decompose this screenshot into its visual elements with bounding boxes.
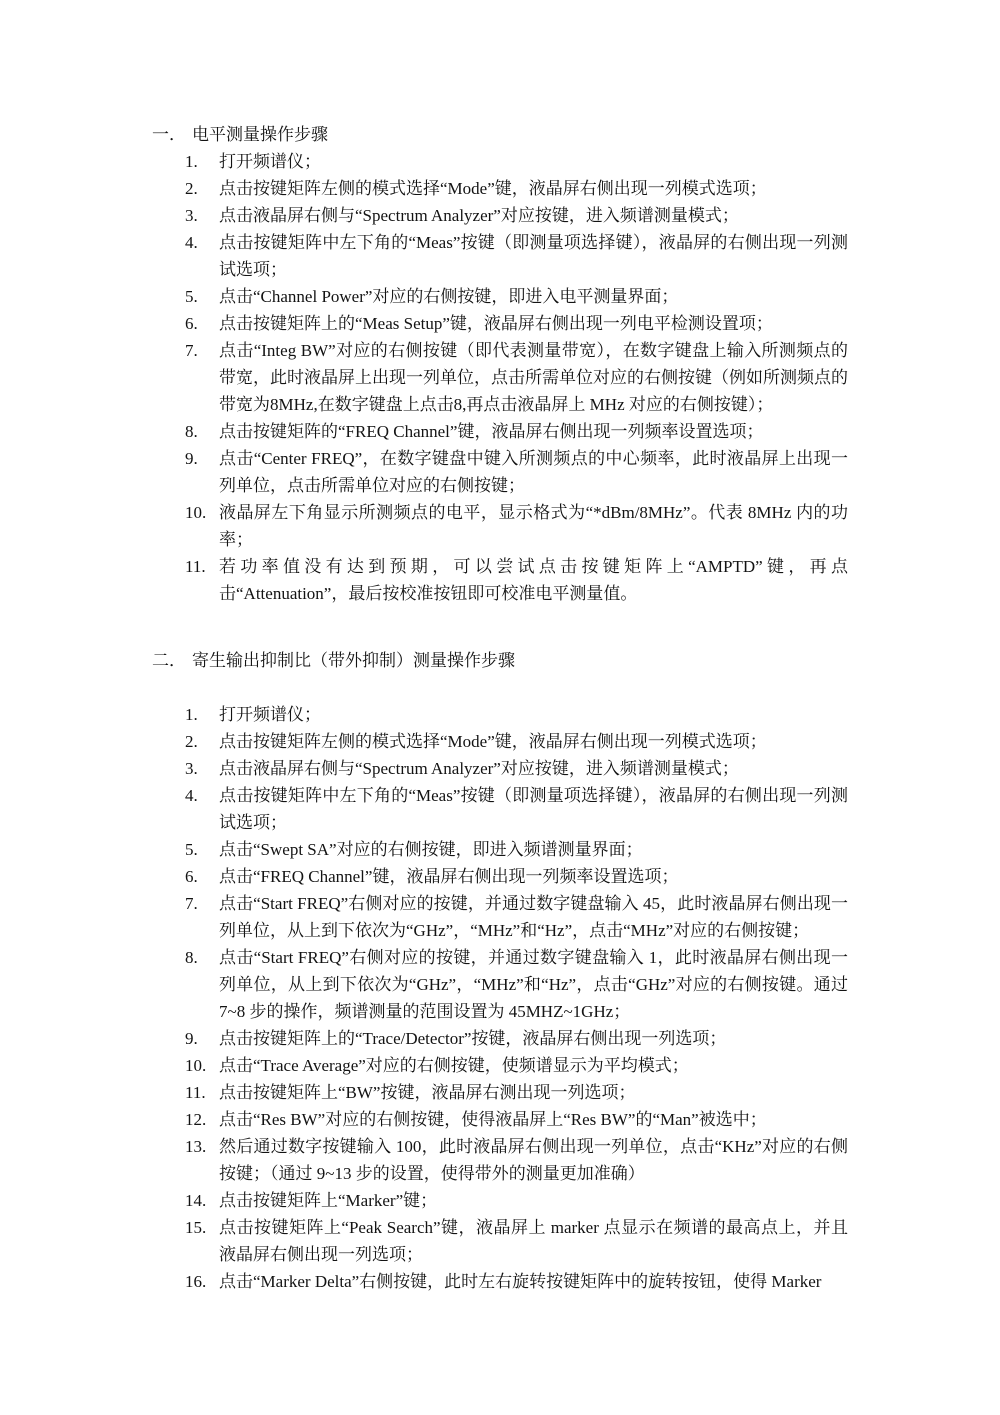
list-item <box>185 1106 848 1133</box>
list-item <box>185 890 848 944</box>
list-item <box>185 755 848 782</box>
list-item <box>185 1079 848 1106</box>
section-number: 一． <box>152 125 186 144</box>
item-text: 点击“FREQ Channel”键，液晶屏右侧出现一列频率设置选项； <box>219 867 679 886</box>
list-item <box>185 175 848 202</box>
item-text: 点击“Integ BW”对应的右侧按键（即代表测量带宽），在数字键盘上输入所测频点的带宽，此时液晶屏上出现一列单位，点击所需单位对应的右侧按键（例如所测频点的带宽为8MHz,在数字键盘上点击8,再点击液晶屏上 MHz 对应的右侧按键）； <box>219 341 848 414</box>
item-number: 4. <box>185 233 198 252</box>
list-item <box>185 1187 848 1214</box>
item-text: 打开频谱仪； <box>219 705 321 724</box>
item-number: 1. <box>185 705 198 724</box>
item-number: 16. <box>185 1272 207 1291</box>
item-text: 点击液晶屏右侧与“Spectrum Analyzer”对应按键，进入频谱测量模式； <box>219 759 739 778</box>
list-item <box>185 418 848 445</box>
section-title: 寄生输出抑制比（带外抑制）测量操作步骤 <box>192 651 515 670</box>
item-number: 6. <box>185 314 198 333</box>
section-title: 电平测量操作步骤 <box>192 125 328 144</box>
list-item <box>185 701 848 728</box>
list-item <box>185 728 848 755</box>
item-number: 11. <box>185 1083 206 1102</box>
item-number: 13. <box>185 1137 207 1156</box>
list-item <box>185 202 848 229</box>
item-number: 3. <box>185 206 198 225</box>
section-heading <box>152 121 848 148</box>
item-number: 5. <box>185 840 198 859</box>
item-text: 点击“Center FREQ”，在数字键盘中键入所测频点的中心频率，此时液晶屏上出现一列单位，点击所需单位对应的右侧按键； <box>219 449 848 495</box>
list-item <box>185 1052 848 1079</box>
list-item <box>185 310 848 337</box>
item-number: 5. <box>185 287 198 306</box>
item-text: 液晶屏左下角显示所测频点的电平，显示格式为“*dBm/8MHz”。代表 8MHz 内的功率； <box>219 503 848 549</box>
list-item <box>185 337 848 418</box>
item-text: 点击按键矩阵上“Marker”键； <box>219 1191 438 1210</box>
item-text: 点击“Start FREQ”右侧对应的按键，并通过数字键盘输入 1，此时液晶屏右侧出现一列单位，从上到下依次为“GHz”，“MHz”和“Hz”，点击“GHz”对应的右侧按键。通过 7~8 步的操作，频谱测量的范围设置为 45MHZ~1GHz； <box>219 948 848 1021</box>
item-number: 12. <box>185 1110 207 1129</box>
list-item <box>185 1133 848 1187</box>
item-number: 1. <box>185 152 198 171</box>
list-item <box>185 499 848 553</box>
item-number: 3. <box>185 759 198 778</box>
item-text: 点击液晶屏右侧与“Spectrum Analyzer”对应按键，进入频谱测量模式； <box>219 206 739 225</box>
item-text: 点击按键矩阵上的“Trace/Detector”按键，液晶屏右侧出现一列选项； <box>219 1029 727 1048</box>
item-text: 点击“Start FREQ”右侧对应的按键，并通过数字键盘输入 45，此时液晶屏右侧出现一列单位，从上到下依次为“GHz”，“MHz”和“Hz”，点击“MHz”对应的右侧按键； <box>219 894 848 940</box>
item-text: 点击按键矩阵上的“Meas Setup”键，液晶屏右侧出现一列电平检测设置项； <box>219 314 773 333</box>
list-item <box>185 1214 848 1268</box>
list-item <box>185 782 848 836</box>
list-item <box>185 944 848 1025</box>
item-text: 点击按键矩阵上“Peak Search”键，液晶屏上 marker 点显示在频谱的最高点上，并且液晶屏右侧出现一列选项； <box>219 1218 848 1264</box>
list-item <box>185 836 848 863</box>
item-number: 4. <box>185 786 198 805</box>
item-text: 点击按键矩阵中左下角的“Meas”按键（即测量项选择键），液晶屏的右侧出现一列测试选项； <box>219 233 848 279</box>
list-item <box>185 229 848 283</box>
item-text: 点击按键矩阵左侧的模式选择“Mode”键，液晶屏右侧出现一列模式选项； <box>219 732 767 751</box>
item-number: 14. <box>185 1191 207 1210</box>
item-number: 9. <box>185 1029 198 1048</box>
item-text: 点击按键矩阵的“FREQ Channel”键，液晶屏右侧出现一列频率设置选项； <box>219 422 764 441</box>
list-item <box>185 445 848 499</box>
item-number: 2. <box>185 732 198 751</box>
list-item <box>185 148 848 175</box>
section-number: 二． <box>152 651 186 670</box>
item-number: 10. <box>185 1056 207 1075</box>
item-number: 9. <box>185 449 198 468</box>
section-heading <box>152 647 848 674</box>
list-item <box>185 553 848 607</box>
list-item <box>185 1268 848 1295</box>
item-text: 点击按键矩阵中左下角的“Meas”按键（即测量项选择键），液晶屏的右侧出现一列测试选项； <box>219 786 848 832</box>
item-text: 然后通过数字按键输入 100，此时液晶屏右侧出现一列单位，点击“KHz”对应的右侧按键；（通过 9~13 步的设置，使得带外的测量更加准确） <box>219 1137 848 1183</box>
item-number: 11. <box>185 557 206 576</box>
steps-list <box>152 701 848 1295</box>
item-text: 点击按键矩阵左侧的模式选择“Mode”键，液晶屏右侧出现一列模式选项； <box>219 179 767 198</box>
item-text: 打开频谱仪； <box>219 152 321 171</box>
item-number: 7. <box>185 341 198 360</box>
list-item <box>185 1025 848 1052</box>
section <box>152 121 848 607</box>
item-text: 点击“Marker Delta”右侧按键，此时左右旋转按键矩阵中的旋转按钮，使得 Marker <box>219 1272 822 1291</box>
item-text: 点击按键矩阵上“BW”按键，液晶屏右测出现一列选项； <box>219 1083 636 1102</box>
item-text: 点击“Res BW”对应的右侧按键，使得液晶屏上“Res BW”的“Man”被选中； <box>219 1110 767 1129</box>
steps-list <box>152 148 848 607</box>
item-number: 10. <box>185 503 207 522</box>
item-number: 2. <box>185 179 198 198</box>
item-number: 7. <box>185 894 198 913</box>
item-number: 6. <box>185 867 198 886</box>
item-text: 若功率值没有达到预期，可以尝试点击按键矩阵上“AMPTD”键，再点击“Attenuation”，最后按校准按钮即可校准电平测量值。 <box>219 557 848 603</box>
item-number: 8. <box>185 422 198 441</box>
item-number: 15. <box>185 1218 207 1237</box>
section <box>152 647 848 1295</box>
item-text: 点击“Swept SA”对应的右侧按键，即进入频谱测量界面； <box>219 840 643 859</box>
item-number: 8. <box>185 948 198 967</box>
document-content <box>152 121 848 1295</box>
list-item <box>185 283 848 310</box>
list-item <box>185 863 848 890</box>
item-text: 点击“Trace Average”对应的右侧按键，使频谱显示为平均模式； <box>219 1056 689 1075</box>
item-text: 点击“Channel Power”对应的右侧按键，即进入电平测量界面； <box>219 287 679 306</box>
